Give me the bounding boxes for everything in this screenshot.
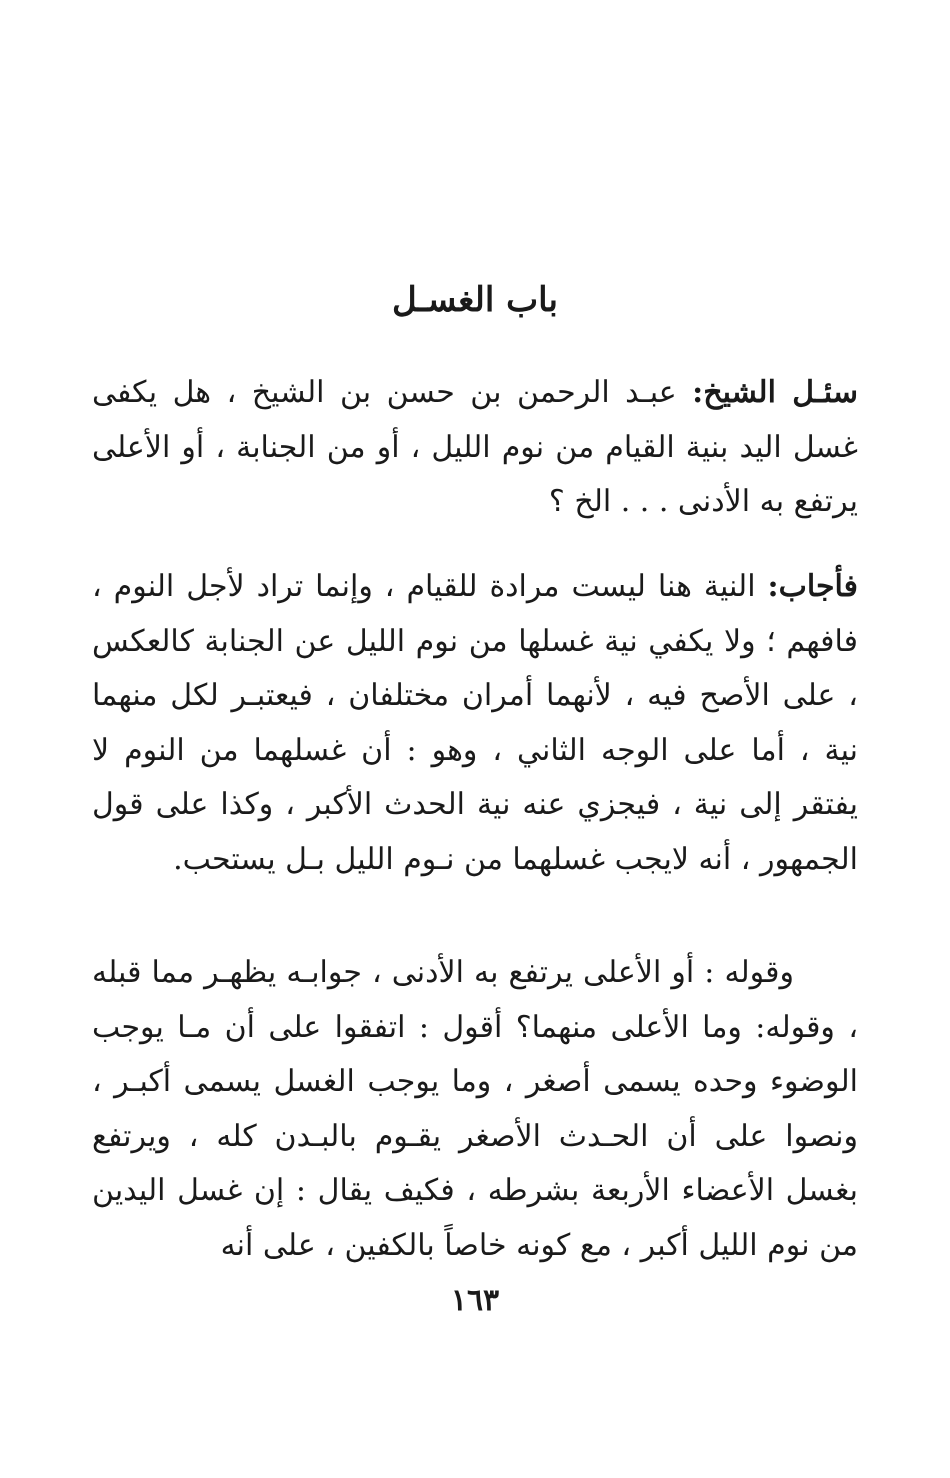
commentary-paragraph <box>92 946 858 1273</box>
question-lead: سئـل الشيخ: <box>692 375 859 410</box>
page-number: ١٦٣ <box>450 1283 500 1318</box>
question-paragraph <box>92 366 858 530</box>
commentary-text: وقوله : أو الأعلى يرتفع به الأدنى ، جوابـه يظهـر مما قبله ، وقوله: وما الأعلى منهما؟ أقول : اتفقوا على أن مـا يوجب الوضوء وحده يسمى أصغر ، وما يوجب الغسل يسمى أكبـر ، ونصوا على أن الحـدث الأصغر يقـوم بالبـدن كله ، ويرتفع بغسل الأعضاء الأربعة بشرطه ، فكيف يقال : إن غسل اليدين من نوم الليل أكبر ، مع كونه خاصاً بالكفين ، على أنه <box>92 955 858 1263</box>
chapter-heading: باب الغسـل <box>392 280 558 320</box>
question-text: عبـد الرحمن بن حسن بن الشيخ ، هل يكفى غسل اليد بنية القيام من نوم الليل ، أو من الجنابة ، أو الأعلى يرتفع به الأدنى . . . الخ ؟ <box>92 375 858 519</box>
answer-lead: فأجاب: <box>767 569 858 604</box>
answer-text: النية هنا ليست مرادة للقيام ، وإنما تراد لأجل النوم ، فافهم ؛ ولا يكفي نية غسلها من نوم الليل عن الجنابة كالعكس ، على الأصح فيه ، لأنهما أمران مختلفان ، فيعتبـر لكل منهما نية ، أما على الوجه الثاني ، وهو : أن غسلهما من النوم لا يفتقر إلى نية ، فيجزي عنه نية الحدث الأكبر ، وكذا على قول الجمهور ، أنه لايجب غسلهما من نـوم الليل بـل يستحب. <box>92 569 858 877</box>
answer-paragraph <box>92 560 858 887</box>
